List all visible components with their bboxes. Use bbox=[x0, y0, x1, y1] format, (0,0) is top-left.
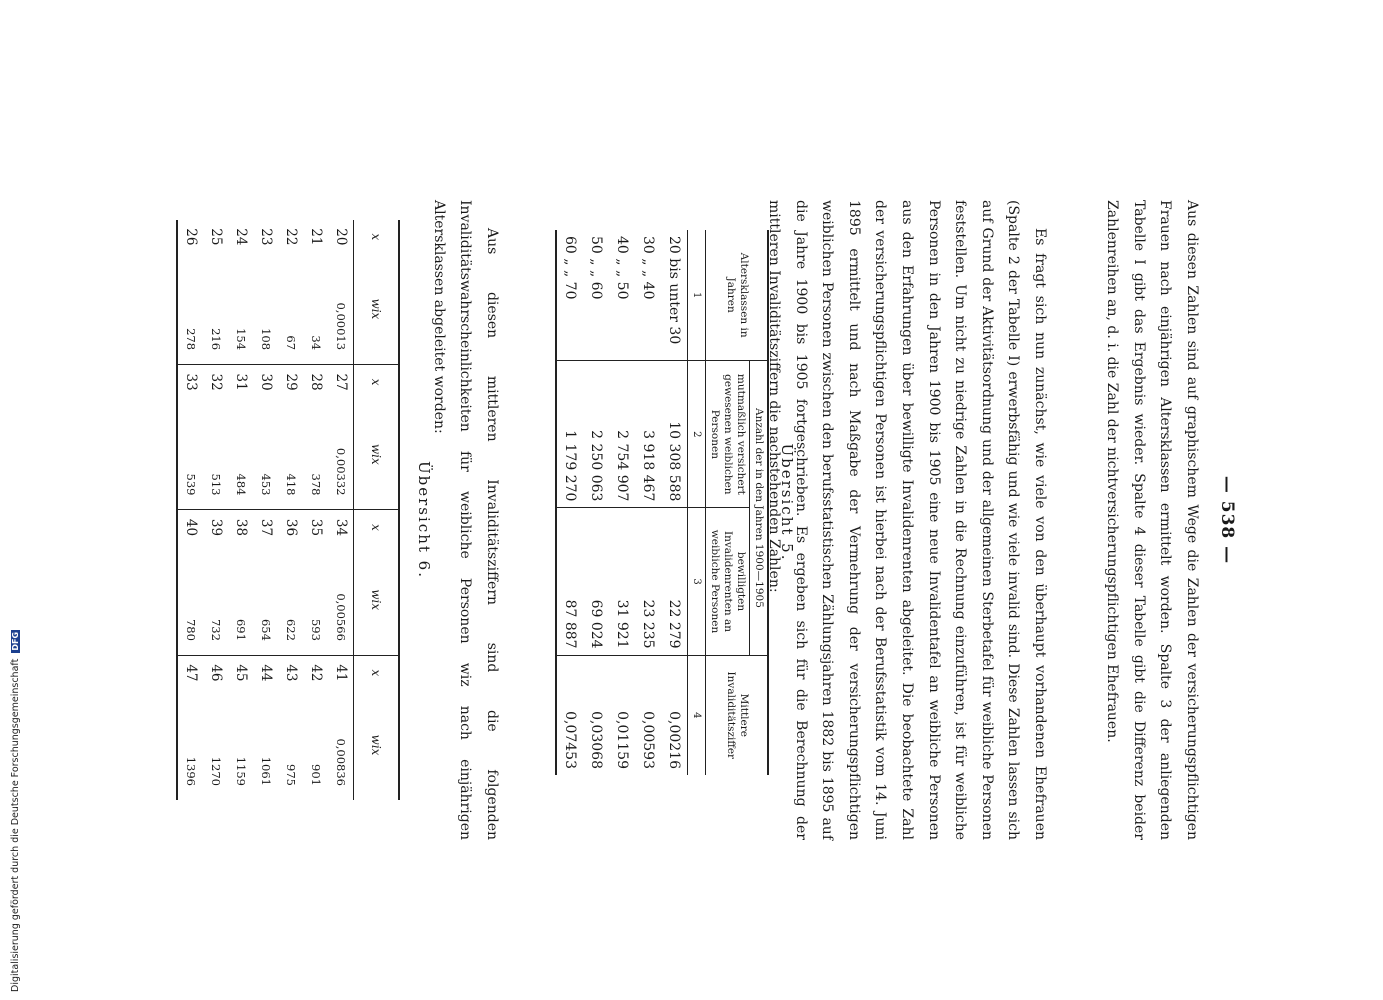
t6-age-cell: 40 bbox=[177, 510, 203, 545]
t6-probability-cell: 216 bbox=[209, 328, 223, 351]
t6-probability-cell: 539 bbox=[184, 473, 198, 496]
t6-age-cell: 20 bbox=[333, 228, 349, 246]
t5-bottom-rule bbox=[552, 230, 556, 775]
t6-age-cell: 28 bbox=[303, 365, 328, 400]
t6-age-cell: 21 bbox=[308, 228, 324, 246]
table-row bbox=[303, 220, 328, 800]
t5-rate: 0,00593 bbox=[635, 655, 661, 775]
t6-age-cell: 46 bbox=[203, 655, 228, 690]
t6-age-cell: 37 bbox=[253, 510, 278, 545]
t6-age-cell: 25 bbox=[208, 228, 224, 246]
t5-persons: 10 308 588 bbox=[661, 361, 688, 508]
t6-header-x: x bbox=[354, 365, 400, 400]
t6-header-x: x bbox=[354, 655, 400, 690]
t5-persons: 1 179 270 bbox=[556, 361, 583, 508]
t6-probability-cell: 453 bbox=[259, 473, 273, 496]
t6-probability-cell: 0,00013 bbox=[334, 302, 348, 351]
t6-age-cell: 27 bbox=[328, 365, 354, 400]
table-row bbox=[583, 230, 609, 775]
t5-rate: 0,01159 bbox=[609, 655, 635, 775]
t5-colnum: 3 bbox=[688, 508, 706, 655]
table-row bbox=[278, 220, 303, 800]
t6-probability-cell: 0,00836 bbox=[334, 738, 348, 786]
t5-rate: 0,07453 bbox=[556, 655, 583, 775]
table-row bbox=[609, 230, 635, 775]
paragraph-3: Aus diesen mittleren Invaliditätsziffern sind die folgenden Invaliditätswahrscheinlichkeiten für weibliche Personen wiz nach einjährigen Altersklassen abgeleitet worden: bbox=[430, 200, 500, 840]
t6-age-cell: 47 bbox=[177, 655, 203, 690]
t6-probability-cell: 732 bbox=[209, 618, 223, 641]
paragraph-2: Es fragt sich nun zunächst, wie viele von den überhaupt vorhandenen Ehefrauen (Spalte 2 der Tabelle I) erwerbsfähig und wie viele invalid sind. Diese Zahlen lassen sich auf Grund der Aktivitätsordnung und der allgemeinen Sterbetafel für weibliche Personen feststellen. Um nicht zu niedrige Zahlen in die Rechnung einzuführen, ist für weibliche Personen in den Jahren 1900 bis 1905 eine neue Invalidentafel an weibliche Personen aus den Erfahrungen über bewilligte Invalidenrenten abgeleitet. Die beobachtete Zahl der versicherungspflichtigen Personen ist hierbei nach der Berufsstatistik vom 14. Juni 1895 ermittelt und nach Maßgabe der Vermehrung der versicherungspflichtigen weiblichen Personen zwischen den berufsstatistischen Zählungsjahren 1882 bis 1895 auf die Jahre 1900 bis 1905 fortgeschrieben. Es ergeben sich für die Berechnung der mittleren Invaliditätsziffern die nachstehenden Zahlen: bbox=[766, 200, 1048, 840]
t6-probability-cell: 780 bbox=[184, 618, 198, 641]
t6-probability-cell: 34 bbox=[309, 335, 323, 351]
t6-age-cell: 32 bbox=[203, 365, 228, 400]
t6-header-w: wix bbox=[354, 399, 400, 510]
t5-colnum: 2 bbox=[688, 361, 706, 508]
table-row bbox=[203, 220, 228, 800]
t6-age-cell: 38 bbox=[228, 510, 253, 545]
table-6 bbox=[173, 220, 400, 800]
table-5-title: Übersicht 5. bbox=[778, 443, 796, 562]
t6-probability-cell: 1159 bbox=[234, 756, 248, 786]
table-row bbox=[253, 220, 278, 800]
t6-age-cell: 35 bbox=[303, 510, 328, 545]
page-number: — 538 — bbox=[1217, 475, 1237, 565]
t6-bottom-rule bbox=[173, 220, 177, 800]
table-row bbox=[177, 220, 203, 800]
t6-age-cell: 43 bbox=[278, 655, 303, 690]
table-5 bbox=[552, 230, 800, 775]
t6-probability-cell: 691 bbox=[234, 618, 248, 641]
t5-header-pensions: bewilligten Invalidenrenten an weibliche Personen bbox=[706, 508, 750, 655]
t6-probability-cell: 622 bbox=[284, 618, 298, 641]
t6-age-cell: 42 bbox=[303, 655, 328, 690]
t5-pensions: 87 887 bbox=[556, 508, 583, 655]
t6-probability-cell: 1396 bbox=[184, 756, 198, 786]
t5-header-rate: Mittlere Invaliditätsziffer bbox=[706, 655, 769, 775]
table-row bbox=[228, 220, 253, 800]
credit-text: Digitalisierung gefördert durch die Deutsche Forschungsgemeinschaft bbox=[10, 658, 21, 992]
t6-age-cell: 26 bbox=[183, 228, 199, 246]
paragraph-1: Aus diesen Zahlen sind auf graphischem Wege die Zahlen der versicherungspflichtigen Frauen nach einjährigen Altersklassen ermittelt worden. Spalte 3 der anliegenden Tabelle I gibt das Ergebnis wieder. Spalte 4 dieser Tabelle gibt die Differenz beider Zahlenreihen an, d. i. die Zahl der nichtversicherungspflichtigen Ehefrauen. bbox=[1104, 200, 1200, 840]
t6-age-cell: 45 bbox=[228, 655, 253, 690]
rotated-page bbox=[145, 200, 1245, 840]
t6-age-cell: 41 bbox=[328, 655, 354, 690]
t6-probability-cell: 67 bbox=[284, 335, 298, 351]
t5-age: 20 bis unter 30 bbox=[666, 236, 683, 345]
t6-age-cell: 39 bbox=[203, 510, 228, 545]
table-row bbox=[661, 230, 688, 775]
t6-probability-cell: 1061 bbox=[259, 756, 273, 786]
t6-probability-cell: 154 bbox=[234, 328, 248, 351]
t6-probability-cell: 418 bbox=[284, 473, 298, 496]
t6-age-cell: 22 bbox=[283, 228, 299, 246]
t6-probability-cell: 901 bbox=[309, 764, 323, 786]
t6-probability-cell: 593 bbox=[309, 618, 323, 641]
t6-probability-cell: 654 bbox=[259, 618, 273, 641]
t6-age-cell: 31 bbox=[228, 365, 253, 400]
t6-probability-cell: 108 bbox=[259, 328, 273, 351]
t6-age-cell: 34 bbox=[328, 510, 354, 545]
t5-pensions: 69 024 bbox=[583, 508, 609, 655]
t5-pensions: 23 235 bbox=[635, 508, 661, 655]
table-row bbox=[635, 230, 661, 775]
t6-probability-cell: 0,00566 bbox=[334, 593, 348, 641]
t6-age-cell: 33 bbox=[177, 365, 203, 400]
t6-header-w: wix bbox=[354, 254, 400, 365]
t6-probability-cell: 975 bbox=[284, 764, 298, 786]
t6-age-cell: 29 bbox=[278, 365, 303, 400]
t6-probability-cell: 1270 bbox=[209, 756, 223, 786]
t5-colnum: 4 bbox=[688, 655, 706, 775]
t5-pensions: 22 279 bbox=[661, 508, 688, 655]
t5-colnum: 1 bbox=[688, 230, 706, 361]
digitization-credit bbox=[10, 612, 21, 992]
t6-probability-cell: 378 bbox=[309, 473, 323, 496]
t6-age-cell: 23 bbox=[258, 228, 274, 246]
t6-probability-cell: 0,00332 bbox=[334, 447, 348, 496]
t6-age-cell: 24 bbox=[233, 228, 249, 246]
t5-persons: 2 754 907 bbox=[609, 361, 635, 508]
t6-probability-cell: 484 bbox=[234, 473, 248, 496]
table-6-title: Übersicht 6. bbox=[415, 461, 433, 579]
t6-header-w: wix bbox=[354, 690, 400, 800]
table-row bbox=[328, 220, 354, 800]
t5-header-age: Altersklassen in Jahren bbox=[706, 230, 769, 361]
t5-rate: 0,03068 bbox=[583, 655, 609, 775]
table-row bbox=[556, 230, 583, 775]
t5-rate: 0,00216 bbox=[661, 655, 688, 775]
t6-header-w: wix bbox=[354, 545, 400, 656]
t6-probability-cell: 513 bbox=[209, 473, 223, 496]
t5-age: 40 „ „ 50 bbox=[614, 236, 631, 300]
t5-header-persons: mutmaßlich versichert gewesenen weiblichen Personen bbox=[706, 361, 750, 508]
t5-age: 30 „ „ 40 bbox=[640, 236, 657, 300]
t5-age: 50 „ „ 60 bbox=[588, 236, 605, 300]
t6-header-x: x bbox=[354, 510, 400, 545]
t6-age-cell: 36 bbox=[278, 510, 303, 545]
dfg-logo: DFG bbox=[11, 631, 20, 651]
t6-probability-cell: 278 bbox=[184, 328, 198, 351]
t5-pensions: 31 921 bbox=[609, 508, 635, 655]
t5-header-span: Anzahl der in den Jahren 1900—1905 bbox=[750, 361, 769, 655]
t5-persons: 2 250 063 bbox=[583, 361, 609, 508]
t6-age-cell: 44 bbox=[253, 655, 278, 690]
t5-age: 60 „ „ 70 bbox=[562, 236, 579, 300]
t5-persons: 3 918 467 bbox=[635, 361, 661, 508]
t6-header-x: x bbox=[354, 220, 400, 254]
t6-age-cell: 30 bbox=[253, 365, 278, 400]
